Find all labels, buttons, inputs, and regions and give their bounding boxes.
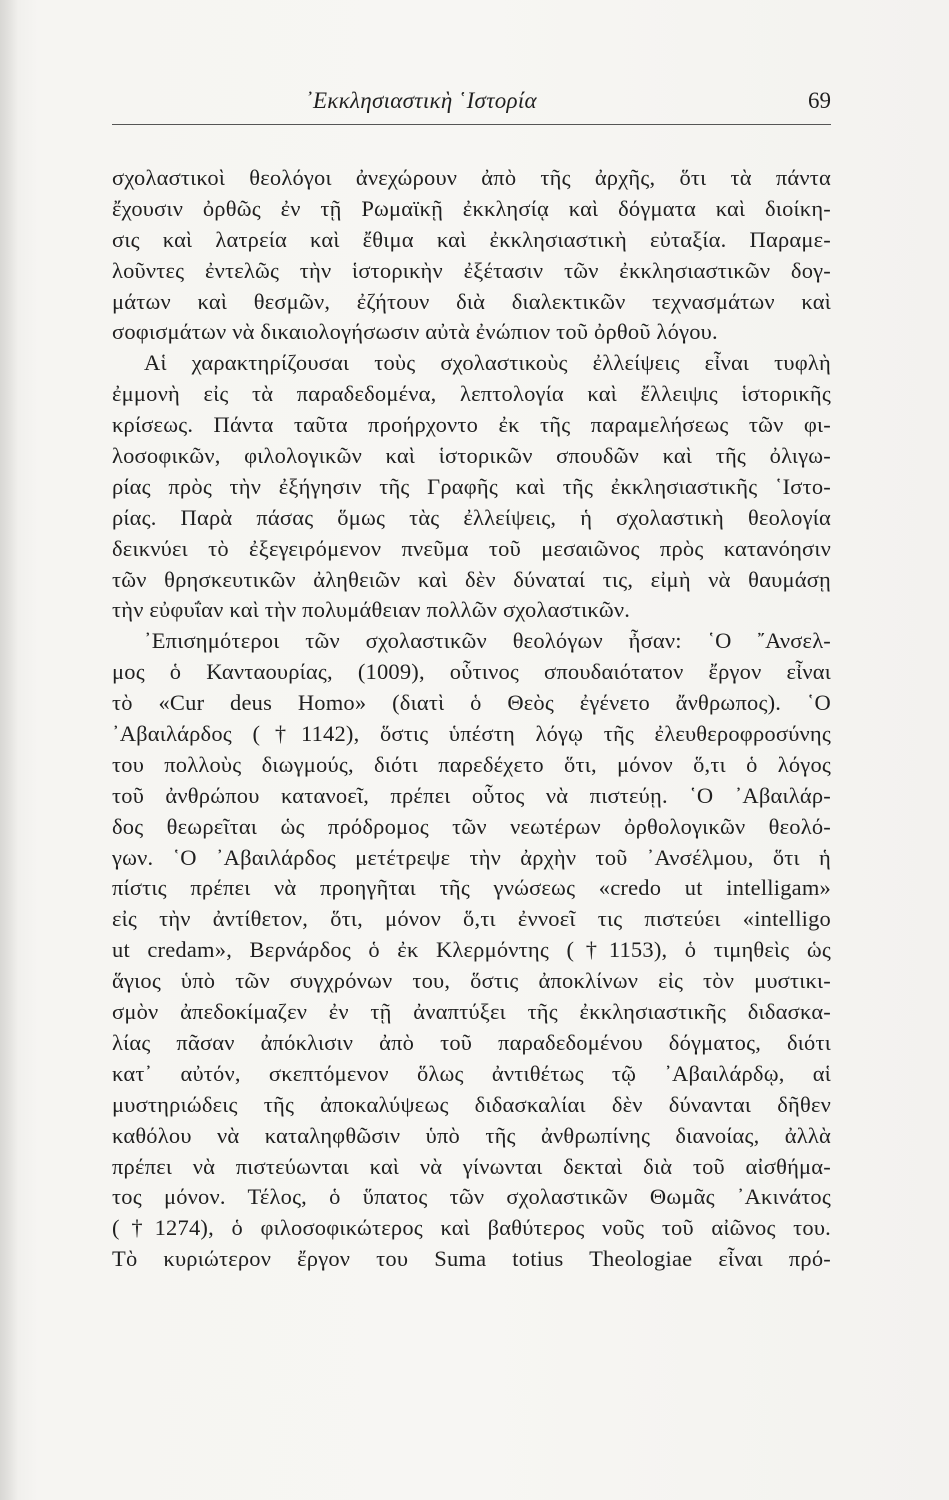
text-line: γων. ῾Ο ᾿Αβαιλάρδος μετέτρεψε τὴν ἀρχὴν τοῦ ᾿Ανσέλμου, ὅτι ἡ — [112, 844, 831, 870]
text-line: κατ᾿ αὐτόν, σκεπτόμενον ὅλως ἀντιθέτως τῷ ᾿Αβαιλάρδῳ, αἱ — [112, 1060, 831, 1086]
text-line: κρίσεως. Πάντα ταῦτα προήρχοντο ἐκ τῆς παραμελήσεως τῶν φι- — [112, 412, 831, 438]
text-line: λοῦντες ἐντελῶς τὴν ἱστορικὴν ἐξέτασιν τῶν ἐκκλησιαστικῶν δογ- — [112, 257, 831, 283]
text-line: μυστηριώδεις τῆς ἀποκαλύψεως διδασκαλίαι δὲν δύνανται δῆθεν — [112, 1091, 831, 1117]
page-gutter-shadow — [0, 0, 18, 1500]
text-line: Τὸ κυριώτερον ἔργον του Suma totius Theologiae εἶναι πρό- — [112, 1246, 831, 1272]
text-line: ᾿Αβαιλάρδος (†1142), ὅστις ὑπέστη λόγῳ τῆς ἐλευθεροφροσύνης — [112, 721, 831, 747]
text-line: λίας πᾶσαν ἀπόκλισιν ἀπὸ τοῦ παραδεδομένου δόγματος, διότι — [112, 1029, 831, 1055]
page-number: 69 — [808, 88, 831, 113]
text-line: δεικνύει τὸ ἐξεγειρόμενον πνεῦμα τοῦ μεσαιῶνος πρὸς κατανόησιν — [112, 535, 831, 561]
text-line: λοσοφικῶν, φιλολογικῶν καὶ ἱστορικῶν σπουδῶν καὶ τῆς ὀλιγω- — [112, 443, 831, 469]
text-line: ρίας. Παρὰ πάσας ὅμως τὰς ἐλλείψεις, ἡ σχολαστικὴ θεολογία — [112, 504, 831, 530]
text-line: του πολλοὺς διωγμούς, διότι παρεδέχετο ὅτι, μόνον ὅ,τι ὁ λόγος — [112, 751, 831, 777]
text-line: σις καὶ λατρεία καὶ ἔθιμα καὶ ἐκκλησιαστικὴ εὐταξία. Παραμε- — [112, 226, 831, 252]
text-line: καθόλου νὰ καταληφθῶσιν ὑπὸ τῆς ἀνθρωπίνης διανοίας, ἀλλὰ — [112, 1122, 831, 1148]
text-line: τοῦ ἀνθρώπου κατανοεῖ, πρέπει οὗτος νὰ πιστεύῃ. ῾Ο ᾿Αβαιλάρ- — [112, 782, 831, 808]
text-line: τὸ «Cur deus Homo» (διατὶ ὁ Θεὸς ἐγένετο ἄνθρωπος). ῾Ο — [112, 690, 831, 716]
text-line: τὴν εὐφυΐαν καὶ τὴν πολυμάθειαν πολλῶν σχολαστικῶν. — [112, 597, 631, 623]
text-line: ut credam», Βερνάρδος ὁ ἐκ Κλερμόντης (†1153), ὁ τιμηθεὶς ὡς — [112, 937, 831, 963]
text-line: εἰς τὴν ἀντίθετον, ὅτι, μόνον ὅ,τι ἐννοεῖ τις πιστεύει «intelligo — [112, 906, 831, 932]
text-line: μάτων καὶ θεσμῶν, ἐζήτουν διὰ διαλεκτικῶν τεχνασμάτων καὶ — [112, 288, 831, 314]
text-line: τος μόνον. Τέλος, ὁ ὕπατος τῶν σχολαστικῶν Θωμᾶς ᾿Ακινάτος — [112, 1184, 831, 1210]
running-title: ᾿Εκκλησιαστικὴ ῾Ιστορία — [305, 88, 537, 113]
text-line: μος ὁ Κανταουρίας, (1009), οὗτινος σπουδαιότατον ἔργον εἶναι — [112, 659, 831, 685]
body-text — [112, 163, 831, 1275]
text-line: τῶν θρησκευτικῶν ἀληθειῶν καὶ δὲν δύναταί τις, εἰμὴ νὰ θαυμάσῃ — [112, 566, 831, 592]
text-line: πρέπει νὰ πιστεύωνται καὶ νὰ γίνωνται δεκταὶ διὰ τοῦ αἰσθήμα- — [112, 1153, 831, 1179]
text-line: πίστις πρέπει νὰ προηγῆται τῆς γνώσεως «credo ut intelligam» — [112, 875, 831, 901]
page-header — [250, 88, 831, 118]
text-line: ἅγιος ὑπὸ τῶν συγχρόνων του, ὅστις ἀποκλίνων εἰς τὸν μυστικι- — [112, 968, 831, 994]
header-rule — [112, 124, 831, 125]
text-line: ἔχουσιν ὀρθῶς ἐν τῇ Ρωμαϊκῇ ἐκκλησίᾳ καὶ δόγματα καὶ διοίκη- — [112, 195, 831, 221]
text-line: (†1274), ὁ φιλοσοφικώτερος καὶ βαθύτερος νοῦς τοῦ αἰῶνος του. — [112, 1215, 831, 1241]
text-line: ἐμμονὴ εἰς τὰ παραδεδομένα, λεπτολογία καὶ ἔλλειψις ἱστορικῆς — [112, 381, 831, 407]
text-line: σμὸν ἀπεδοκίμαζεν ἐν τῇ ἀναπτύξει τῆς ἐκκλησιαστικῆς διδασκα- — [112, 999, 831, 1025]
text-line: Αἱ χαρακτηρίζουσαι τοὺς σχολαστικοὺς ἐλλείψεις εἶναι τυφλὴ — [144, 350, 831, 376]
text-line: σχολαστικοὶ θεολόγοι ἀνεχώρουν ἀπὸ τῆς ἀρχῆς, ὅτι τὰ πάντα — [112, 165, 831, 190]
text-line: ᾿Επισημότεροι τῶν σχολαστικῶν θεολόγων ἦσαν: ῾Ο ῎Ανσελ- — [144, 628, 831, 654]
text-line: σοφισμάτων νὰ δικαιολογήσωσιν αὐτὰ ἐνώπιον τοῦ ὀρθοῦ λόγου. — [112, 319, 718, 345]
text-line: ρίας πρὸς τὴν ἐξήγησιν τῆς Γραφῆς καὶ τῆς ἐκκλησιαστικῆς ῾Ιστο- — [112, 473, 831, 499]
text-line: δος θεωρεῖται ὡς πρόδρομος τῶν νεωτέρων ὀρθολογικῶν θεολό- — [112, 813, 831, 839]
